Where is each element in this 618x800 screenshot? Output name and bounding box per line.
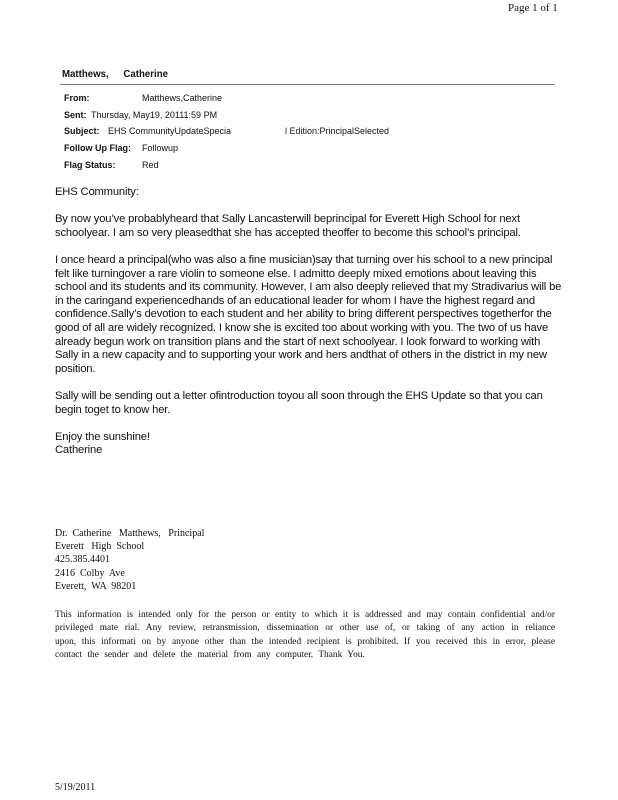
body-paragraph-1: By now you’ve probablyheard that Sally Lancasterwill beprincipal for Everett High School for next schoolyear. I am so very pleasedthat she has accepted theoffer to become this school’s principal.	[55, 213, 521, 239]
greeting: EHS Community:	[55, 186, 139, 198]
signature-block	[55, 527, 204, 593]
sender-first-name: Catherine	[123, 68, 168, 80]
subject-value-part-1: EHS CommunityUpdateSpecia	[108, 126, 232, 137]
footer-date: 5/19/2011	[55, 782, 96, 793]
flag-status-value: Red	[142, 159, 159, 170]
email-headers	[64, 93, 390, 176]
signature-city: Everett, WA 98201	[55, 580, 137, 592]
subject-value-part-2: l Edition:PrincipalSelected	[285, 126, 390, 137]
sent-value: Thursday, May19, 20111:59 PM	[91, 109, 218, 120]
from-value: Matthews,Catherine	[142, 93, 223, 103]
sender-name	[62, 68, 168, 80]
signature-street: 2416 Colby Ave	[55, 567, 125, 579]
subject-label: Subject:	[64, 126, 100, 137]
followup-label: Follow Up Flag:	[64, 143, 131, 154]
flag-status-label: Flag Status:	[64, 159, 116, 170]
body-paragraph-2: I once heard a principal(who was also a fine musician)say that turning over his school to a new principal felt like turningover a rare violin to someone else. I admitto deeply mixed emotions about leaving this school and its students and its community. However, I am also deeply relieved that my Stradivarius will be in the caringand experiencedhands of an educational leader for whom I have the highest regard and confidence.Sally’s devotion to each student and her ability to bring different perspectives togetherfor the good of all are widely recognized. I know she is excited too about working with you. The two of us have already begun work on transition plans and the start of next schoolyear. I look forward to working with Sally in a new capacity and to supporting your work and hers andthat of others in the district in my new position.	[55, 253, 562, 375]
sent-label: Sent:	[64, 109, 87, 120]
body-paragraph-3: Sally will be sending out a letter ofintroduction toyou all soon through the EHS Update so that you can begin toget to know her.	[55, 389, 543, 416]
followup-value: Followup	[142, 143, 179, 154]
followup-row	[64, 143, 179, 160]
signature-school: Everett High School	[55, 541, 145, 553]
signature-phone: 425.385.4401	[55, 554, 110, 566]
flag-status-row	[64, 159, 159, 177]
subject-row	[64, 126, 390, 143]
confidentiality-disclaimer: This information is intended only for the person or entity to which it is addressed and may contain confidential and/or privileged mate rial. Any review, retransmission, dissemination or other use of, or taking of any action in reliance upon, this informati on by anyone other than the intended recipient is prohibited. If you received this in error, please contact the sender and delete the material from any computer. Thank You.	[55, 610, 555, 660]
closing-name: Catherine	[55, 444, 103, 457]
sent-row	[64, 109, 218, 127]
header-divider	[60, 84, 555, 85]
page-number: Page 1 of 1	[508, 2, 558, 14]
closing: Enjoy the sunshine!	[55, 430, 150, 443]
email-body	[55, 186, 565, 458]
from-label: From:	[64, 93, 90, 103]
signature-name-title: Dr. Catherine Matthews, Principal	[55, 528, 205, 539]
from-row	[64, 93, 223, 110]
sender-last-name: Matthews,	[62, 68, 109, 80]
